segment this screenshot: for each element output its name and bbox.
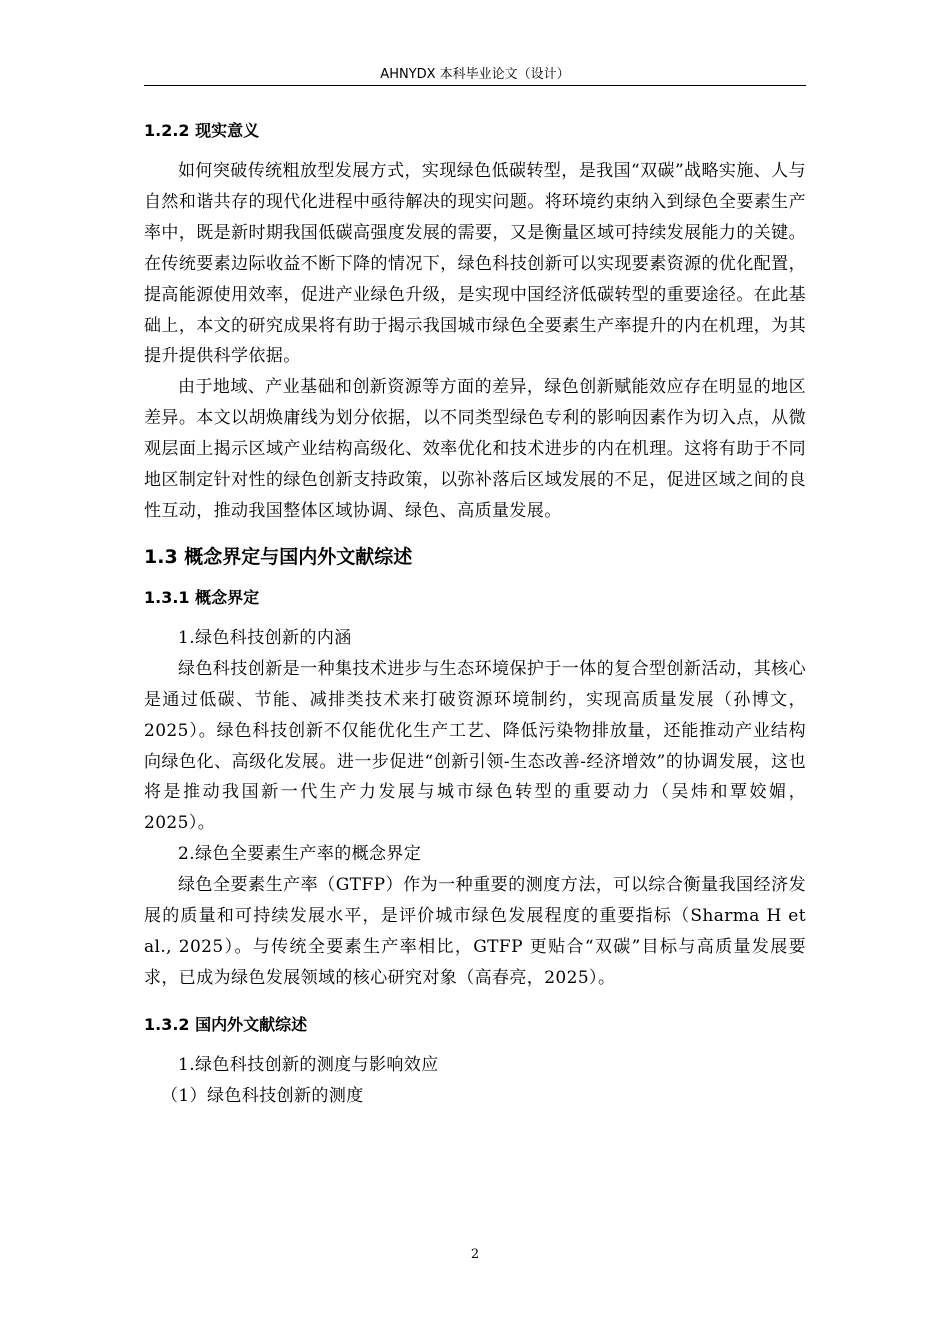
heading-1-2-2: 1.2.2 现实意义 xyxy=(144,121,260,140)
running-header: AHNYDX 本科毕业论文（设计） xyxy=(380,67,570,82)
paragraph: 如何突破传统粗放型发展方式，实现绿色低碳转型，是我国“双碳”战略实施、人与自然和谐共存的现代化进程中亟待解决的现实问题。将环境约束纳入到绿色全要素生产率中，既是新时期我国低碳高强度发展的需要，又是衡量区域可持续发展能力的关键。在传统要素边际收益不断下降的情况下，绿色科技创新可以实现要素资源的优化配置，提高能源使用效率，促进产业绿色升级，是实现中国经济低碳转型的重要途径。在此基础上，本文的研究成果将有助于揭示我国城市绿色全要素生产率提升的内在机理，为其提升提供科学依据。 xyxy=(144,161,806,367)
header-rule xyxy=(144,85,806,86)
page-body xyxy=(144,116,806,1112)
heading-1-3: 1.3 概念界定与国内外文献综述 xyxy=(144,545,413,568)
list-item: 1.绿色科技创新的测度与影响效应 xyxy=(178,1054,439,1075)
heading-1-3-2: 1.3.2 国内外文献综述 xyxy=(144,1014,308,1034)
paragraph: 由于地域、产业基础和创新资源等方面的差异，绿色创新赋能效应存在明显的地区差异。本文以胡焕庸线为划分依据，以不同类型绿色专利的影响因素作为切入点，从微观层面上揭示区域产业结构高级化、效率优化和技术进步的内在机理。这将有助于不同地区制定针对性的绿色创新支持政策，以弥补落后区域发展的不足，促进区域之间的良性互动，推动我国整体区域协调、绿色、高质量发展。 xyxy=(144,377,806,521)
list-item: （1）绿色科技创新的测度 xyxy=(161,1085,364,1106)
page-number: 2 xyxy=(470,1247,480,1262)
paragraph: 绿色科技创新是一种集技术进步与生态环境保护于一体的复合型创新活动，其核心是通过低碳、节能、减排类技术来打破资源环境制约，实现高质量发展（孙博文，2025）。绿色科技创新不仅能优化生产工艺、降低污染物排放量，还能推动产业结构向绿色化、高级化发展。进一步促进“创新引领-生态改善-经济增效”的协调发展，这也将是推动我国新一代生产力发展与城市绿色转型的重要动力（吴炜和覃姣媚，2025）。 xyxy=(144,658,806,834)
list-item: 2.绿色全要素生产率的概念界定 xyxy=(178,844,422,865)
paragraph: 绿色全要素生产率（GTFP）作为一种重要的测度方法，可以综合衡量我国经济发展的质量和可持续发展水平，是评价城市绿色发展程度的重要指标（Sharma H et al., 2025）。与传统全要素生产率相比，GTFP 更贴合“双碳”目标与高质量发展要求，已成为绿色发展领域的核心研究对象（高春亮，2025）。 xyxy=(144,875,806,988)
heading-1-3-1: 1.3.1 概念界定 xyxy=(144,587,260,607)
list-item: 1.绿色科技创新的内涵 xyxy=(178,627,352,648)
